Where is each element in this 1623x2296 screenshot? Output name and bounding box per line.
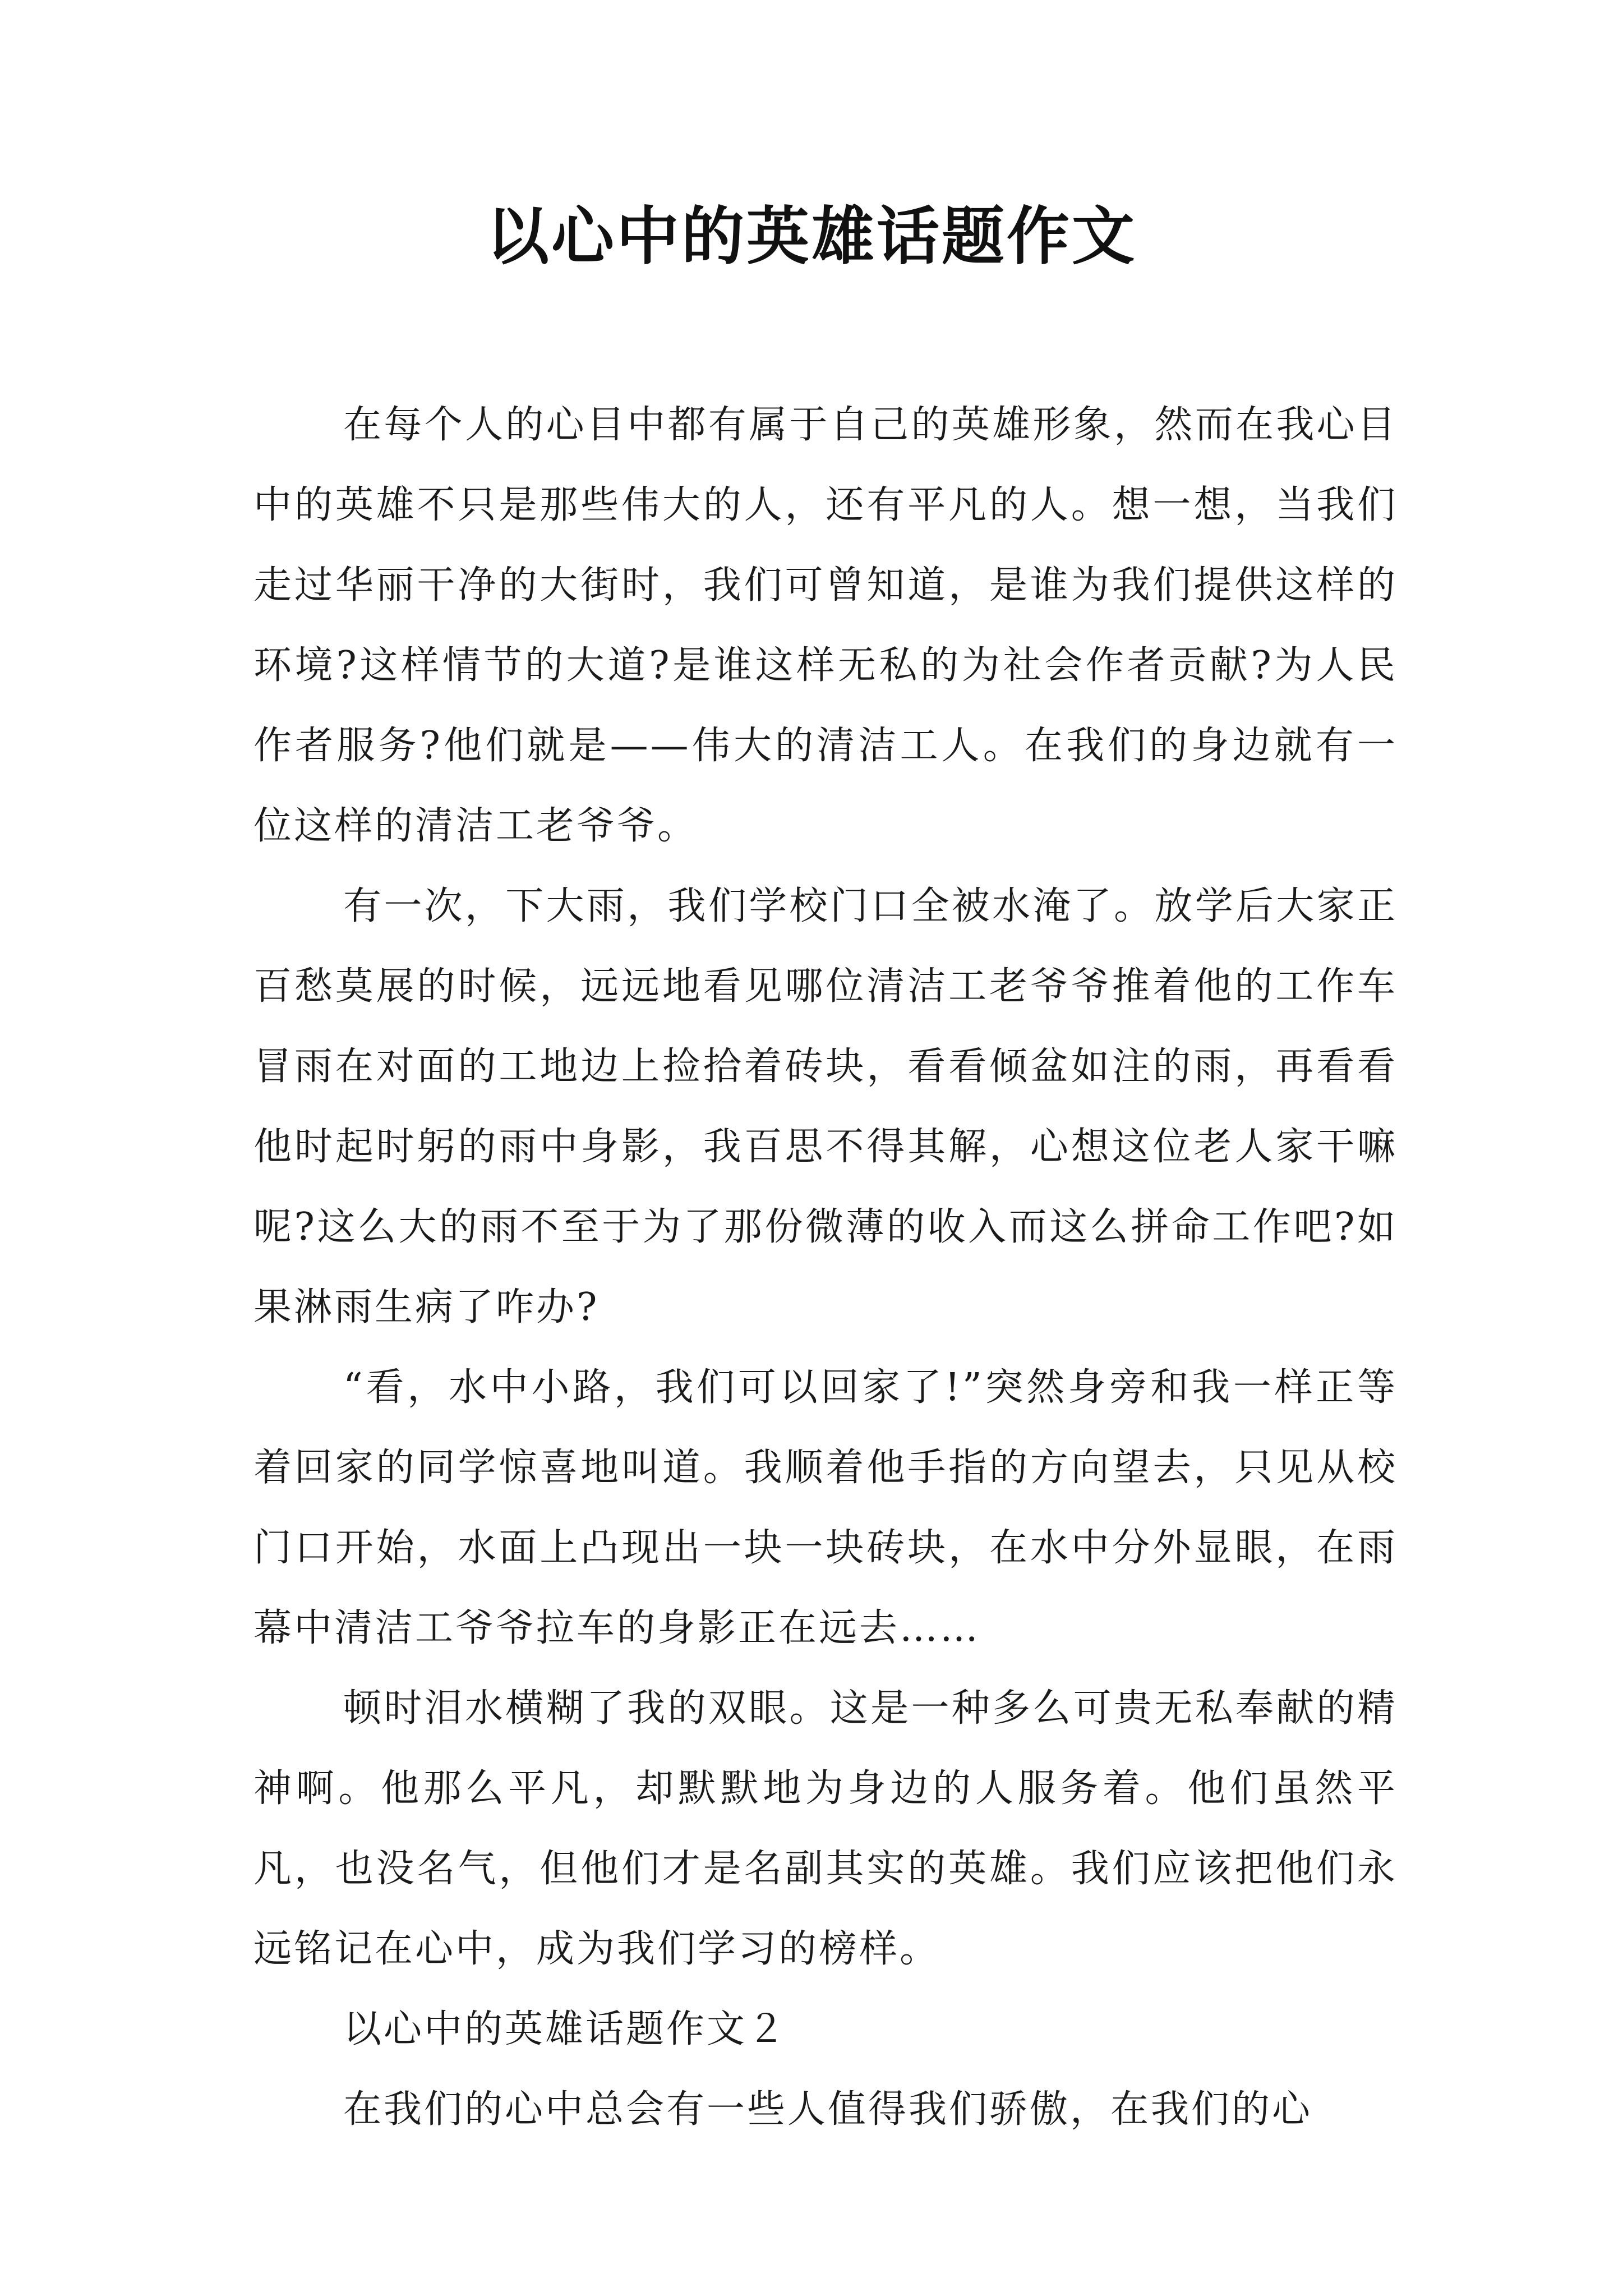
paragraph-1: 在每个人的心目中都有属于自己的英雄形象，然而在我心目中的英雄不只是那些伟大的人，还有平凡的人。想一想，当我们走过华丽干净的大街时，我们可曾知道，是谁为我们提供这样的环境?这样情节的大道?是谁这样无私的为社会作者贡献?为人民作者服务?他们就是——伟大的清洁工人。在我们的身边就有一位这样的清洁工老爷爷。 [253, 403, 1398, 848]
section-subheading: 以心中的英雄话题作文２ [343, 2007, 788, 2051]
paragraph-2: 有一次，下大雨，我们学校门口全被水淹了。放学后大家正百愁莫展的时候，远远地看见哪位清洁工老爷爷推着他的工作车冒雨在对面的工地边上捡拾着砖块，看看倾盆如注的雨，再看看他时起时躬的雨中身影，我百思不得其解，心想这位老人家干嘛呢?这么大的雨不至于为了那份微薄的收入而这么拼命工作吧?如果淋雨生病了咋办? [253, 884, 1398, 1329]
page-title: 以心中的英雄话题作文 [486, 200, 1137, 273]
paragraph-3: “看，水中小路，我们可以回家了!”突然身旁和我一样正等着回家的同学惊喜地叫道。我顺着他手指的方向望去，只见从校门口开始，水面上凸现出一块一块砖块，在水中分外显眼，在雨幕中清洁工爷爷拉车的身影正在远去…… [253, 1365, 1398, 1650]
paragraph-4: 顿时泪水横糊了我的双眼。这是一种多么可贵无私奉献的精神啊。他那么平凡，却默默地为身边的人服务着。他们虽然平凡，也没名气，但他们才是名副其实的英雄。我们应该把他们永远铭记在心中，成为我们学习的榜样。 [253, 1686, 1398, 1971]
document-body [253, 385, 1398, 2150]
paragraph-5: 在我们的心中总会有一些人值得我们骄傲，在我们的心 [343, 2087, 1313, 2132]
